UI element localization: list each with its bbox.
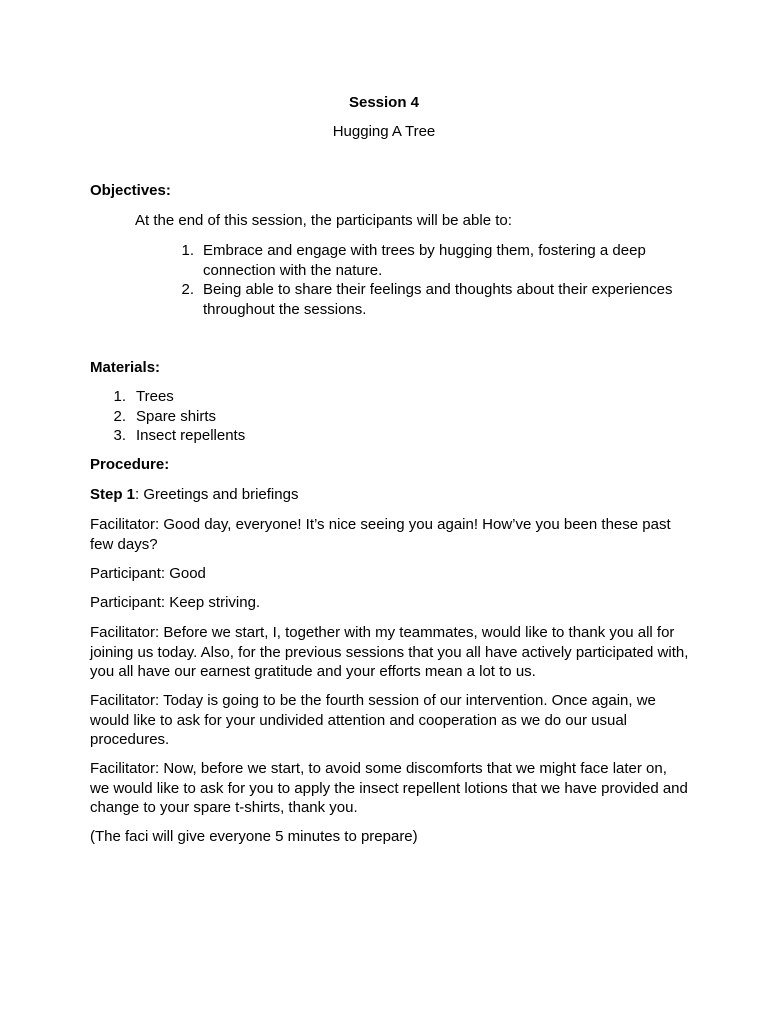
stage-direction: (The faci will give everyone 5 minutes to prepare) (90, 828, 418, 845)
list-number: 1. (113, 388, 126, 405)
list-text: Embrace and engage with trees by hugging them, fostering a deep connection with the nature. (203, 242, 646, 279)
list-item (180, 280, 690, 319)
list-number: 3. (113, 427, 126, 445)
list-text: Spare shirts (136, 407, 217, 425)
list-number: 2. (113, 407, 126, 425)
list-item (112, 407, 412, 427)
step-1-label: Step 1 (90, 486, 136, 503)
list-text: Trees (136, 388, 174, 405)
session-title: Session 4 (348, 94, 420, 111)
dialogue-paragraph: Facilitator: Today is going to be the fourth session of our intervention. Once again, we would like to ask for your undivided attention and cooperation as we do our usual procedures. (90, 692, 656, 748)
dialogue-paragraph: Participant: Keep striving. (90, 594, 261, 611)
objectives-intro: At the end of this session, the participants will be able to: (135, 212, 512, 229)
step-1-line (90, 485, 298, 505)
session-subtitle: Hugging A Tree (332, 123, 436, 140)
procedure-heading: Procedure: (90, 456, 170, 473)
list-item (180, 241, 690, 280)
objectives-list (180, 241, 690, 319)
objectives-heading: Objectives: (90, 182, 171, 199)
list-number: 2. (181, 281, 194, 298)
dialogue-paragraph: Facilitator: Now, before we start, to avoid some discomforts that we might face later on, we would like to ask for you to apply the insect repellent lotions that we have provided and change to your spare t-shirts, thank you. (90, 760, 688, 816)
materials-list (112, 387, 412, 446)
list-text: Being able to share their feelings and thoughts about their experiences throughout the sessions. (203, 281, 673, 318)
list-item (112, 426, 412, 446)
dialogue-paragraph: Facilitator: Before we start, I, together with my teammates, would like to thank you all for joining us today. Also, for the previous sessions that you all have actively participated with, you all have our earnest gratitude and your efforts mean a lot to us. (90, 624, 689, 680)
step-1-text: : Greetings and briefings (135, 486, 299, 503)
list-number: 1. (181, 242, 194, 259)
dialogue-paragraph: Participant: Good (90, 565, 206, 582)
list-text: Insect repellents (136, 427, 246, 445)
materials-heading: Materials: (90, 359, 161, 376)
dialogue-paragraph: Facilitator: Good day, everyone! It’s nice seeing you again! How’ve you been these past few days? (90, 516, 671, 553)
list-item (112, 387, 412, 407)
